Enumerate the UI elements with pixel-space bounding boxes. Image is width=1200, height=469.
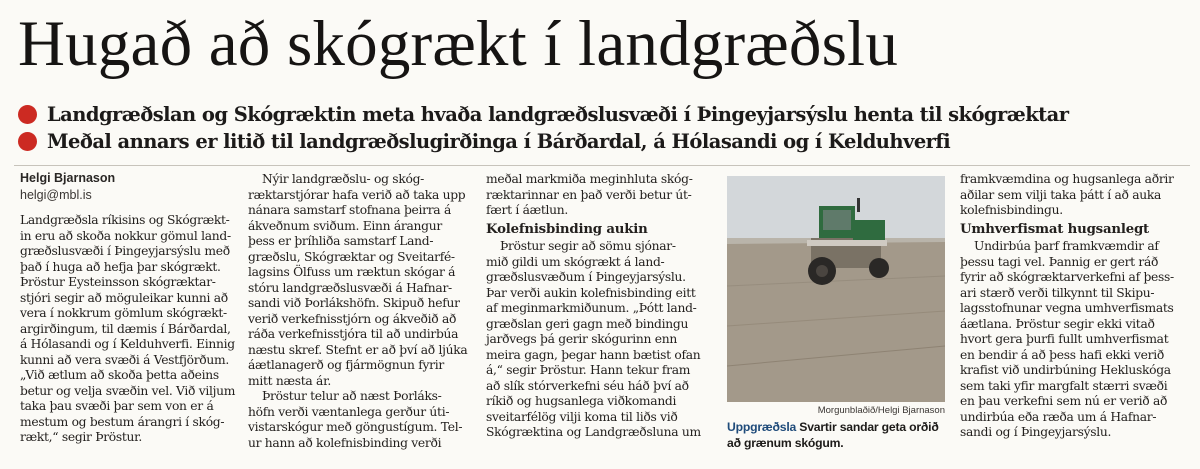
author-name: Helgi Bjarnason bbox=[20, 171, 116, 185]
body-text-line: verið verkefnisstjórn og ákveðið að bbox=[248, 311, 457, 326]
column-4-top bbox=[960, 172, 1174, 219]
body-text-line: áætlana. Þröstur segir ekki vitað bbox=[960, 316, 1155, 331]
body-text-line: jarðvegs þá gerir skógurinn enn bbox=[486, 332, 677, 346]
body-text-line: rækt,“ segir Þröstur. bbox=[20, 430, 143, 444]
body-text-line: ræktarstjórar hafa verið að taka upp bbox=[248, 187, 466, 202]
body-text-line: taka þau svæði þar sem von er á bbox=[20, 399, 214, 413]
caption-lead: Uppgræðsla bbox=[727, 420, 797, 434]
body-text-line: mið gildi um skógrækt á land- bbox=[486, 254, 665, 269]
article-column-4 bbox=[960, 172, 1174, 441]
body-text-line: lagsstofnunar vegna umhverfismats bbox=[960, 301, 1174, 315]
body-text-line: en þau verkefni sem nú er verið að bbox=[960, 394, 1168, 408]
column-4-rest bbox=[960, 239, 1174, 441]
body-text-line: ræktarinnar en það verði betur út- bbox=[486, 187, 692, 202]
body-text-line: vistarskógur með göngustígum. Tel- bbox=[248, 420, 463, 434]
body-text-line: höfn verði væntanlega gerður úti- bbox=[248, 404, 450, 419]
tractor-photo bbox=[727, 176, 945, 402]
article-column-1 bbox=[20, 213, 235, 446]
body-text-line: kunni að vera svæði á Vestfjörðum. bbox=[20, 352, 229, 367]
body-text-line: sem taki yfir margfalt stærri svæði bbox=[960, 378, 1168, 393]
body-text-line: nánara samstarf stofnana þeirra á bbox=[248, 203, 451, 217]
body-text-line: kolefnisbindingu. bbox=[960, 203, 1063, 217]
divider-line bbox=[14, 165, 1190, 166]
body-text-line: sandi og í Þingeyjarsýslu. bbox=[960, 425, 1112, 439]
body-text-line: ari stærð verði tilkynnt til Skipu- bbox=[960, 285, 1155, 300]
red-bullet-icon bbox=[18, 132, 37, 151]
body-text-line: ríkið og hugsanlega viðkomandi bbox=[486, 394, 677, 408]
column-3-rest bbox=[486, 239, 701, 441]
subheadline-bullet-2 bbox=[18, 127, 1194, 156]
body-text-line: að slík stórverkefni séu háð því að bbox=[486, 378, 689, 393]
caption-text: Svartir sandar geta orðið að grænum skógum. bbox=[727, 420, 939, 450]
body-text-line: næstu skref. Stefnt er að því að ljúka bbox=[248, 342, 468, 357]
body-text-line: á,“ segir Þröstur. Hann tekur fram bbox=[486, 363, 691, 377]
byline bbox=[20, 170, 115, 204]
author-email[interactable]: helgi@mbl.is bbox=[20, 188, 92, 202]
body-text-line: græðslu, Skógræktar og Sveitarfé- bbox=[248, 249, 455, 264]
body-text-line: fyrir að skógræktarverkefni af þess- bbox=[960, 270, 1174, 284]
body-text-line: af meginmarkmiðunum. „Þótt land- bbox=[486, 301, 697, 315]
body-text-line: Þröstur telur að næst Þorláks- bbox=[262, 389, 442, 403]
photo-credit: Morgunblaðið/Helgi Bjarnason bbox=[817, 405, 945, 416]
body-text-line: in eru að skoða nokkur gömul land- bbox=[20, 228, 231, 243]
body-text-line: stjóri segir að möguleikar kunni að bbox=[20, 290, 228, 305]
body-text-line: undirbúa eða ræða um á Hafnar- bbox=[960, 409, 1157, 424]
tractor-illustration bbox=[727, 176, 945, 402]
body-text-line: framkvæmdina og hugsanlega aðrir bbox=[960, 172, 1174, 186]
body-text-line: lagsins Ölfuss um ræktun skógar á bbox=[248, 265, 456, 279]
body-text-line: áætlanagerð og fjármögnun fyrir bbox=[248, 358, 444, 372]
body-text-line: „Við ætlum að skoða þetta aðeins bbox=[20, 368, 219, 382]
body-text-line: græðslusvæðum í Þingeyjarsýslu. bbox=[486, 270, 686, 284]
headline: Hugað að skógrækt í landgræðslu bbox=[18, 8, 899, 80]
article-column-3 bbox=[486, 172, 701, 441]
body-text-line: argirðingum, til dæmis í Bárðardal, bbox=[20, 321, 231, 336]
body-text-line: fært í áætlun. bbox=[486, 203, 568, 217]
subheadline-text-1: Landgræðslan og Skógræktin meta hvaða landgræðslusvæði í Þingeyjarsýslu henta til skógræktar bbox=[47, 103, 1069, 126]
article-column-2 bbox=[248, 172, 467, 451]
body-text-line: krafist við undirbúning Hekluskóga bbox=[960, 363, 1171, 377]
body-text-line: meðal markmiða meginhluta skóg- bbox=[486, 172, 693, 186]
body-text-line: mitt næsta ár. bbox=[248, 373, 331, 388]
body-text-line: Þröstur segir að sömu sjónar- bbox=[500, 239, 676, 253]
photo-caption bbox=[727, 420, 949, 451]
body-text-line: vera í nokkrum gömlum skógrækt- bbox=[20, 306, 227, 320]
body-text-line: aðilar sem vilji taka þátt í að auka bbox=[960, 187, 1162, 202]
body-text-line: Þar verði aukin kolefnisbinding eitt bbox=[486, 285, 696, 300]
body-text-line: ákveðnum sviðum. Einn árangur bbox=[248, 218, 442, 233]
body-text-line: á Hólasandi og í Kelduhverfi. Einnig bbox=[20, 337, 235, 351]
body-text-line: þess er þríhliða samstarf Land- bbox=[248, 234, 434, 248]
body-text-line: sveitarfélög vilji koma til liðs við bbox=[486, 409, 678, 424]
body-text-line: það í huga að hefja þar skógrækt. bbox=[20, 259, 221, 274]
body-text-line: betur og velja svæðin vel. Við viljum bbox=[20, 383, 236, 398]
body-text-line: mestum og bestum árangri í skóg- bbox=[20, 414, 225, 429]
column-3-top bbox=[486, 172, 701, 219]
body-text-line: Nýir landgræðslu- og skóg- bbox=[262, 172, 424, 186]
body-text-line: græðslusvæði í Þingeyjarsýslu með bbox=[20, 244, 230, 258]
body-text-line: meira gagn, þegar hann bætist ofan bbox=[486, 347, 701, 362]
body-text-line: en bendir á að þess hafi ekki verið bbox=[960, 347, 1164, 362]
section-heading-umhverfismat: Umhverfismat hugsanlegt bbox=[960, 221, 1149, 237]
body-text-line: ráða verkefnisstjóra til að undirbúa bbox=[248, 327, 459, 341]
body-text-line: Þröstur Eysteinsson skógræktar- bbox=[20, 275, 216, 289]
subheadline-text-2: Meðal annars er litið til landgræðslugirðinga í Bárðardal, á Hólasandi og í Kelduhverfi bbox=[47, 130, 951, 153]
body-text-line: Undirbúa þarf framkvæmdir af bbox=[974, 239, 1159, 253]
section-heading-kolefnisbinding: Kolefnisbinding aukin bbox=[486, 221, 648, 237]
body-text-line: þessu tagi vel. Þannig er gert ráð bbox=[960, 254, 1159, 269]
body-text-line: Landgræðsla ríkisins og Skógrækt- bbox=[20, 213, 230, 227]
body-text-line: ur hann að kolefnisbinding verði bbox=[248, 435, 442, 450]
body-text-line: sandi við Þorlákshöfn. Skipuð hefur bbox=[248, 296, 460, 310]
body-text-line: stóru landgræðslusvæði á Hafnar- bbox=[248, 280, 452, 295]
body-text-line: hvort gera þurfi fullt umhverfismat bbox=[960, 332, 1169, 346]
body-text-line: Skógræktina og Landgræðsluna um bbox=[486, 425, 701, 439]
red-bullet-icon bbox=[18, 105, 37, 124]
subheadline-bullet-1 bbox=[18, 100, 1194, 129]
body-text-line: græðslan geri gagn með bindingu bbox=[486, 316, 689, 331]
